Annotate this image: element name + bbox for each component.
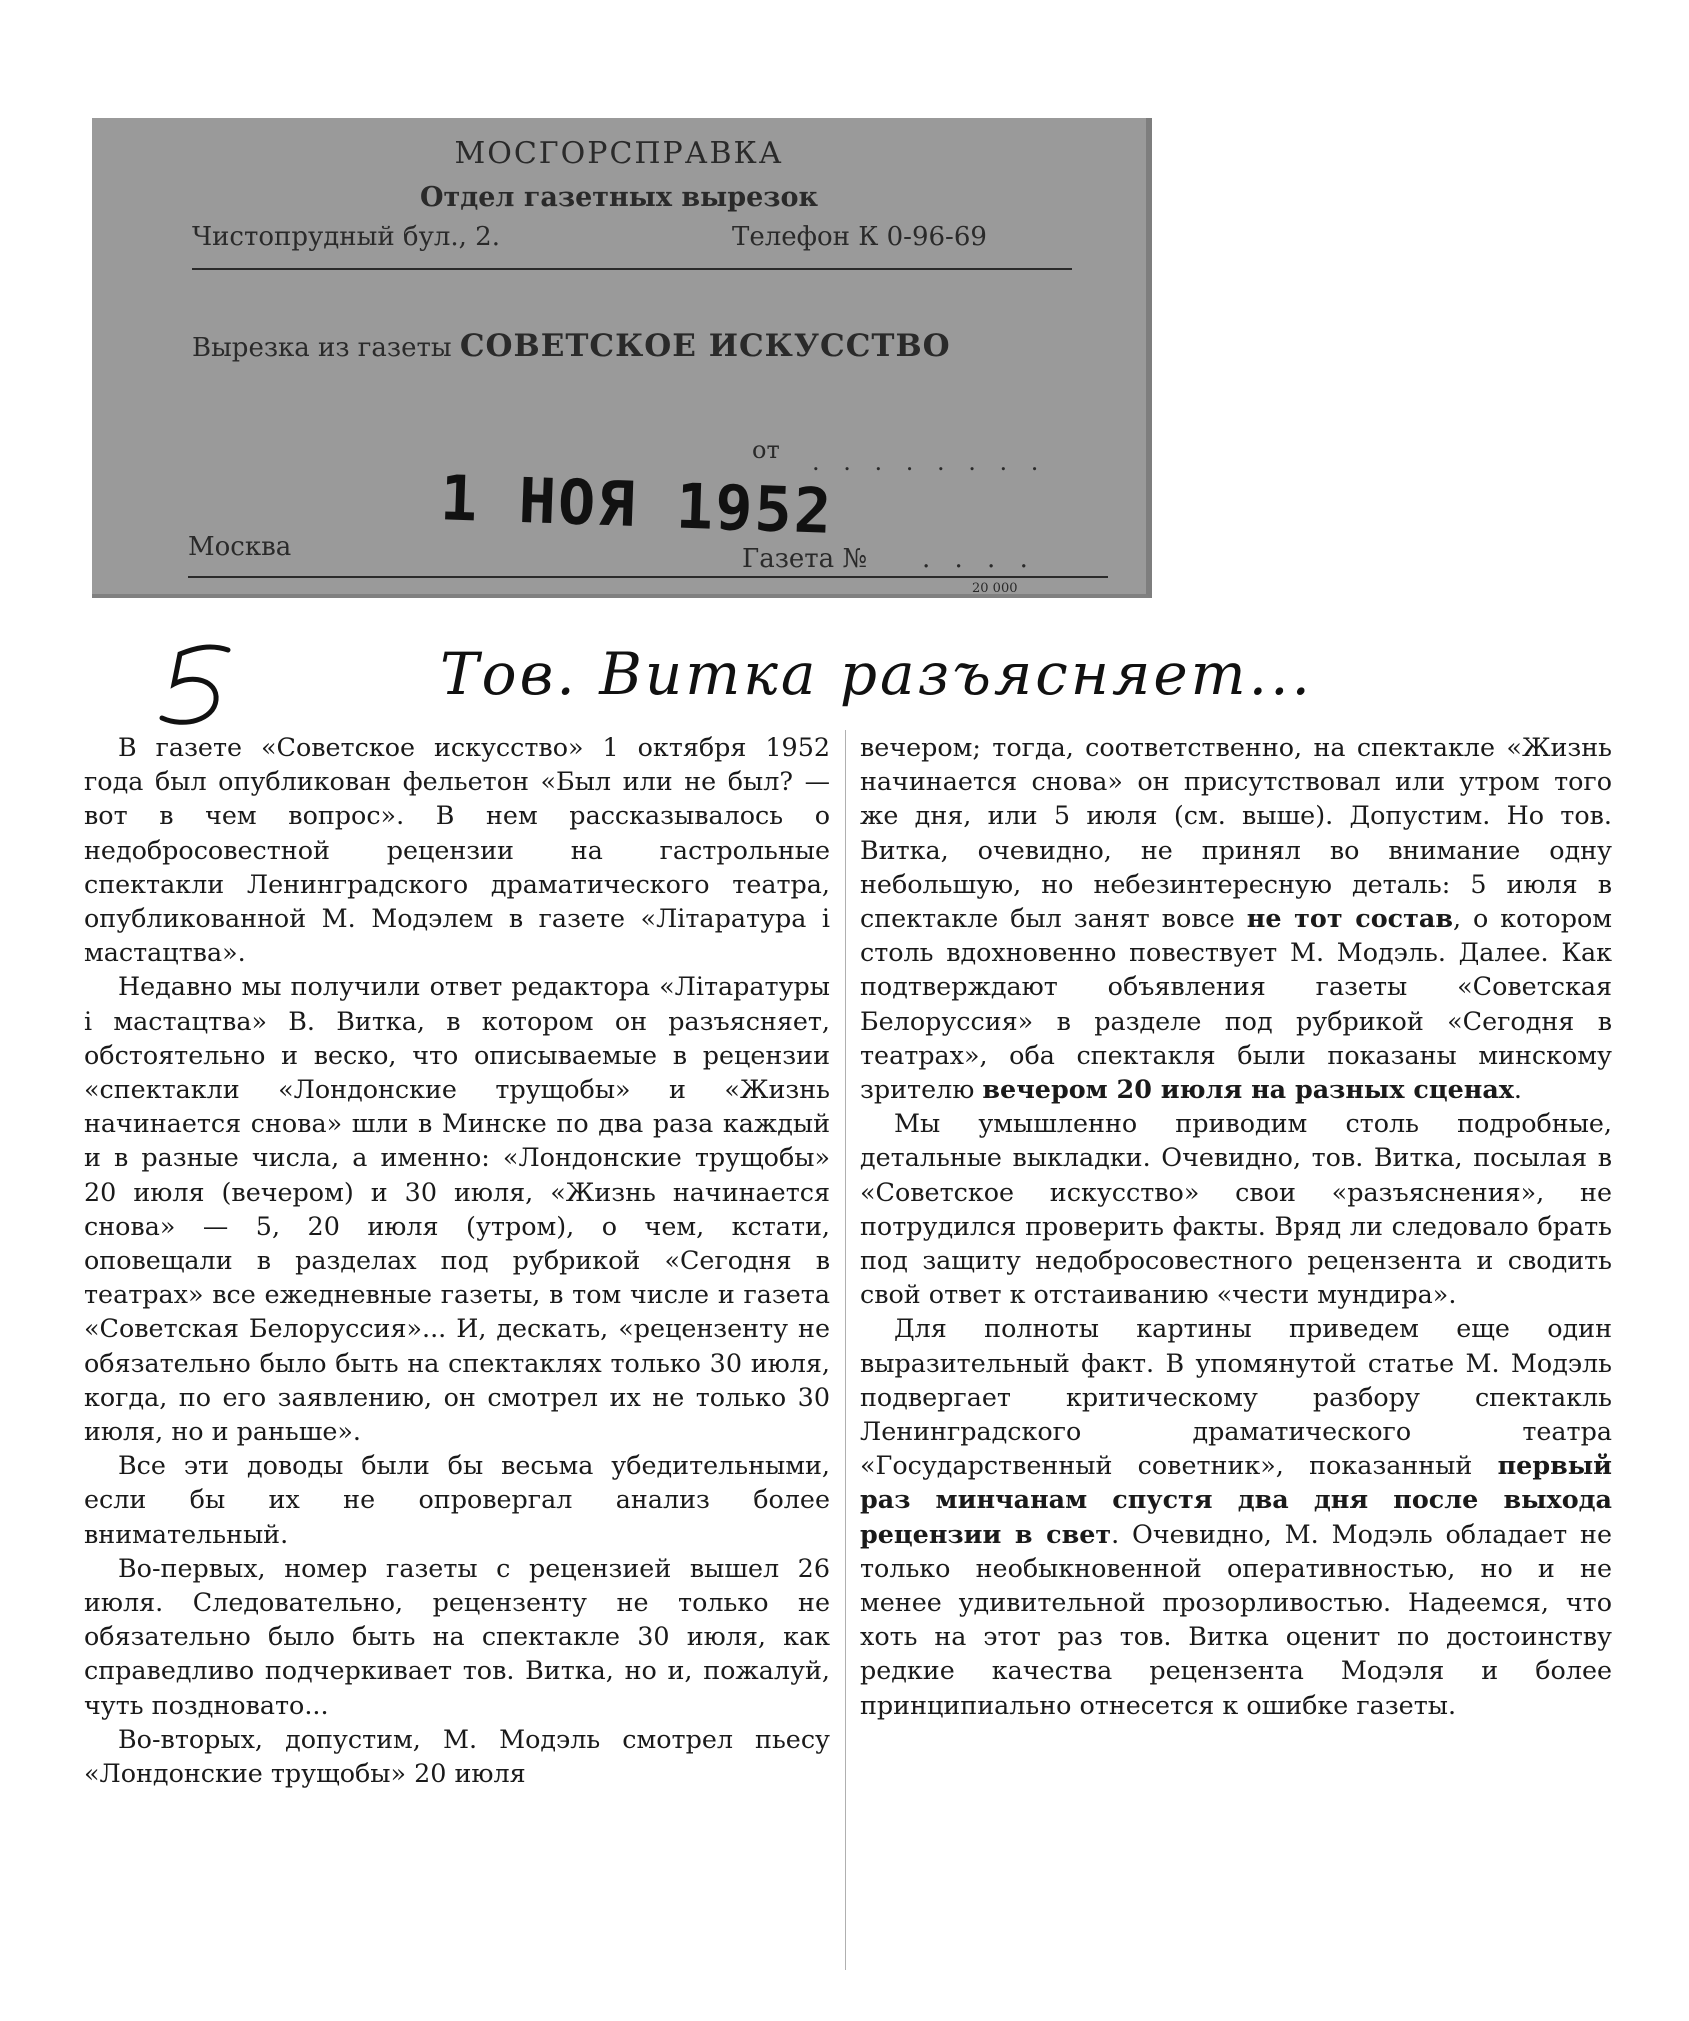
paragraph: Мы умышленно приводим столь подробные, детальные выкладки. Очевидно, тов. Витка, посылая в «Советское искусство» свои «разъяснения», не потрудился проверить факты. Вряд ли следовало брать под защиту недобросовестного рецензента и сводить свой ответ к отстаиванию «чести мундира». [860,1108,1612,1310]
text-run: , о котором столь вдохновенно повествует М. Модэль. Далее. Как подтверждают объявления газеты «Советская Белоруссия» в разделе под рубрикой «Сегодня в театрах», оба спектакля были показаны минскому зрителю [860,903,1612,1105]
article-headline: Тов. Витка разъясняет... [440,640,1313,708]
emphasis-text: первый раз минчанам спустя два дня после выхода рецензии в свет [860,1450,1612,1549]
column-divider [845,730,846,1970]
from-label: от [752,436,780,464]
paragraph: Во-вторых, допустим, М. Модэль смотрел пьесу «Лондонские трущобы» 20 июля [84,1723,830,1789]
city-label: Москва [188,532,292,562]
paragraph: Все эти доводы были бы весьма убедительными, если бы их не опровергал анализ более внимательный. [84,1450,830,1549]
article-column-left [84,730,830,1790]
paragraph [860,730,1612,1106]
print-run-code: 20 000 [972,581,1018,596]
paragraph: Недавно мы получили ответ редактора «Літаратуры і мастацтва» В. Витка, в котором он разъясняет, обстоятельно и веско, что описываемые в рецензии «спектакли «Лондонские трущобы» и «Жизнь начинается снова» шли в Минске по два раза каждый и в разные числа, а именно: «Лондонские трущобы» 20 июля (вечером) и 30 июля, «Жизнь начинается снова» — 5, 20 июля (утром), о чем, кстати, оповещали в разделах под рубрикой «Сегодня в театрах» все ежедневные газеты, в том числе и газета «Советская Белоруссия»... И, дескать, «рецензенту не обязательно было быть на спектаклях только 30 июля, когда, по его заявлению, он смотрел их не только 30 июля, но и раньше». [84,971,830,1447]
article-column-right [860,730,1612,1722]
clipping-stamp [92,118,1152,598]
stamp-rule-top [192,268,1072,270]
paragraph [860,1311,1612,1721]
paragraph: В газете «Советское искусство» 1 октября 1952 года был опубликован фельетон «Был или не был? — вот в чем вопрос». В нем рассказывалось о недобросовестной рецензии на гастрольные спектакли Ленинградского драматического театра, опубликованной М. Модэлем в газете «Літаратура і мастацтва». [84,732,830,968]
clipping-label: Вырезка из газеты [192,333,452,363]
emphasis-text: не тот состав [1246,903,1453,934]
agency-address: Чистопрудный бул., 2. [192,222,500,252]
department-name: Отдел газетных вырезок [420,182,818,213]
text-run: . [1513,1074,1522,1105]
agency-phone: Телефон К 0-96-69 [732,222,987,252]
emphasis-text: вечером 20 июля на разных сценах [982,1074,1514,1105]
clipping-source-line [192,328,951,364]
paragraph: Во-первых, номер газеты с рецензией вышел 26 июля. Следовательно, рецензенту не только не обязательно было быть на спектакле 30 июля, как справедливо подчеркивает тов. Витка, но и, пожалуй, чуть поздновато... [84,1552,830,1720]
stamp-rule-bottom [188,576,1108,578]
handwritten-number-mark [140,640,240,730]
newspaper-name: СОВЕТСКОЕ ИСКУССТВО [459,328,951,364]
text-run: . Очевидно, М. Модэль обладает не только необыкновенной оперативностью, но и не менее удивительной прозорливостью. Надеемся, что хоть на этот раз тов. Витка оценит по достоинству редкие качества рецензента Модэля и более принципиально отнесется к ошибке газеты. [860,1518,1612,1720]
date-stamp: 1 НОЯ 1952 [438,461,835,548]
agency-name: МОСГОРСПРАВКА [454,136,784,171]
from-dots: . . . . . . . . [812,448,1047,476]
text-run: вечером; тогда, соответственно, на спектакле «Жизнь начинается снова» он присутствовал или утром того же дня, или 5 июля (см. выше). Допустим. Но тов. Витка, очевидно, не принял во внимание одну небольшую, но небезинтересную деталь: 5 июля в спектакле был занят вовсе [860,732,1612,934]
text-run: Для полноты картины приведем еще один выразительный факт. В упомянутой статье М. Модэль подвергает критическому разбору спектакль Ленинградского драматического театра «Государственный советник», показанный [860,1313,1612,1481]
issue-label: Газета № [742,544,868,574]
issue-dots: . . . . [922,544,1036,574]
